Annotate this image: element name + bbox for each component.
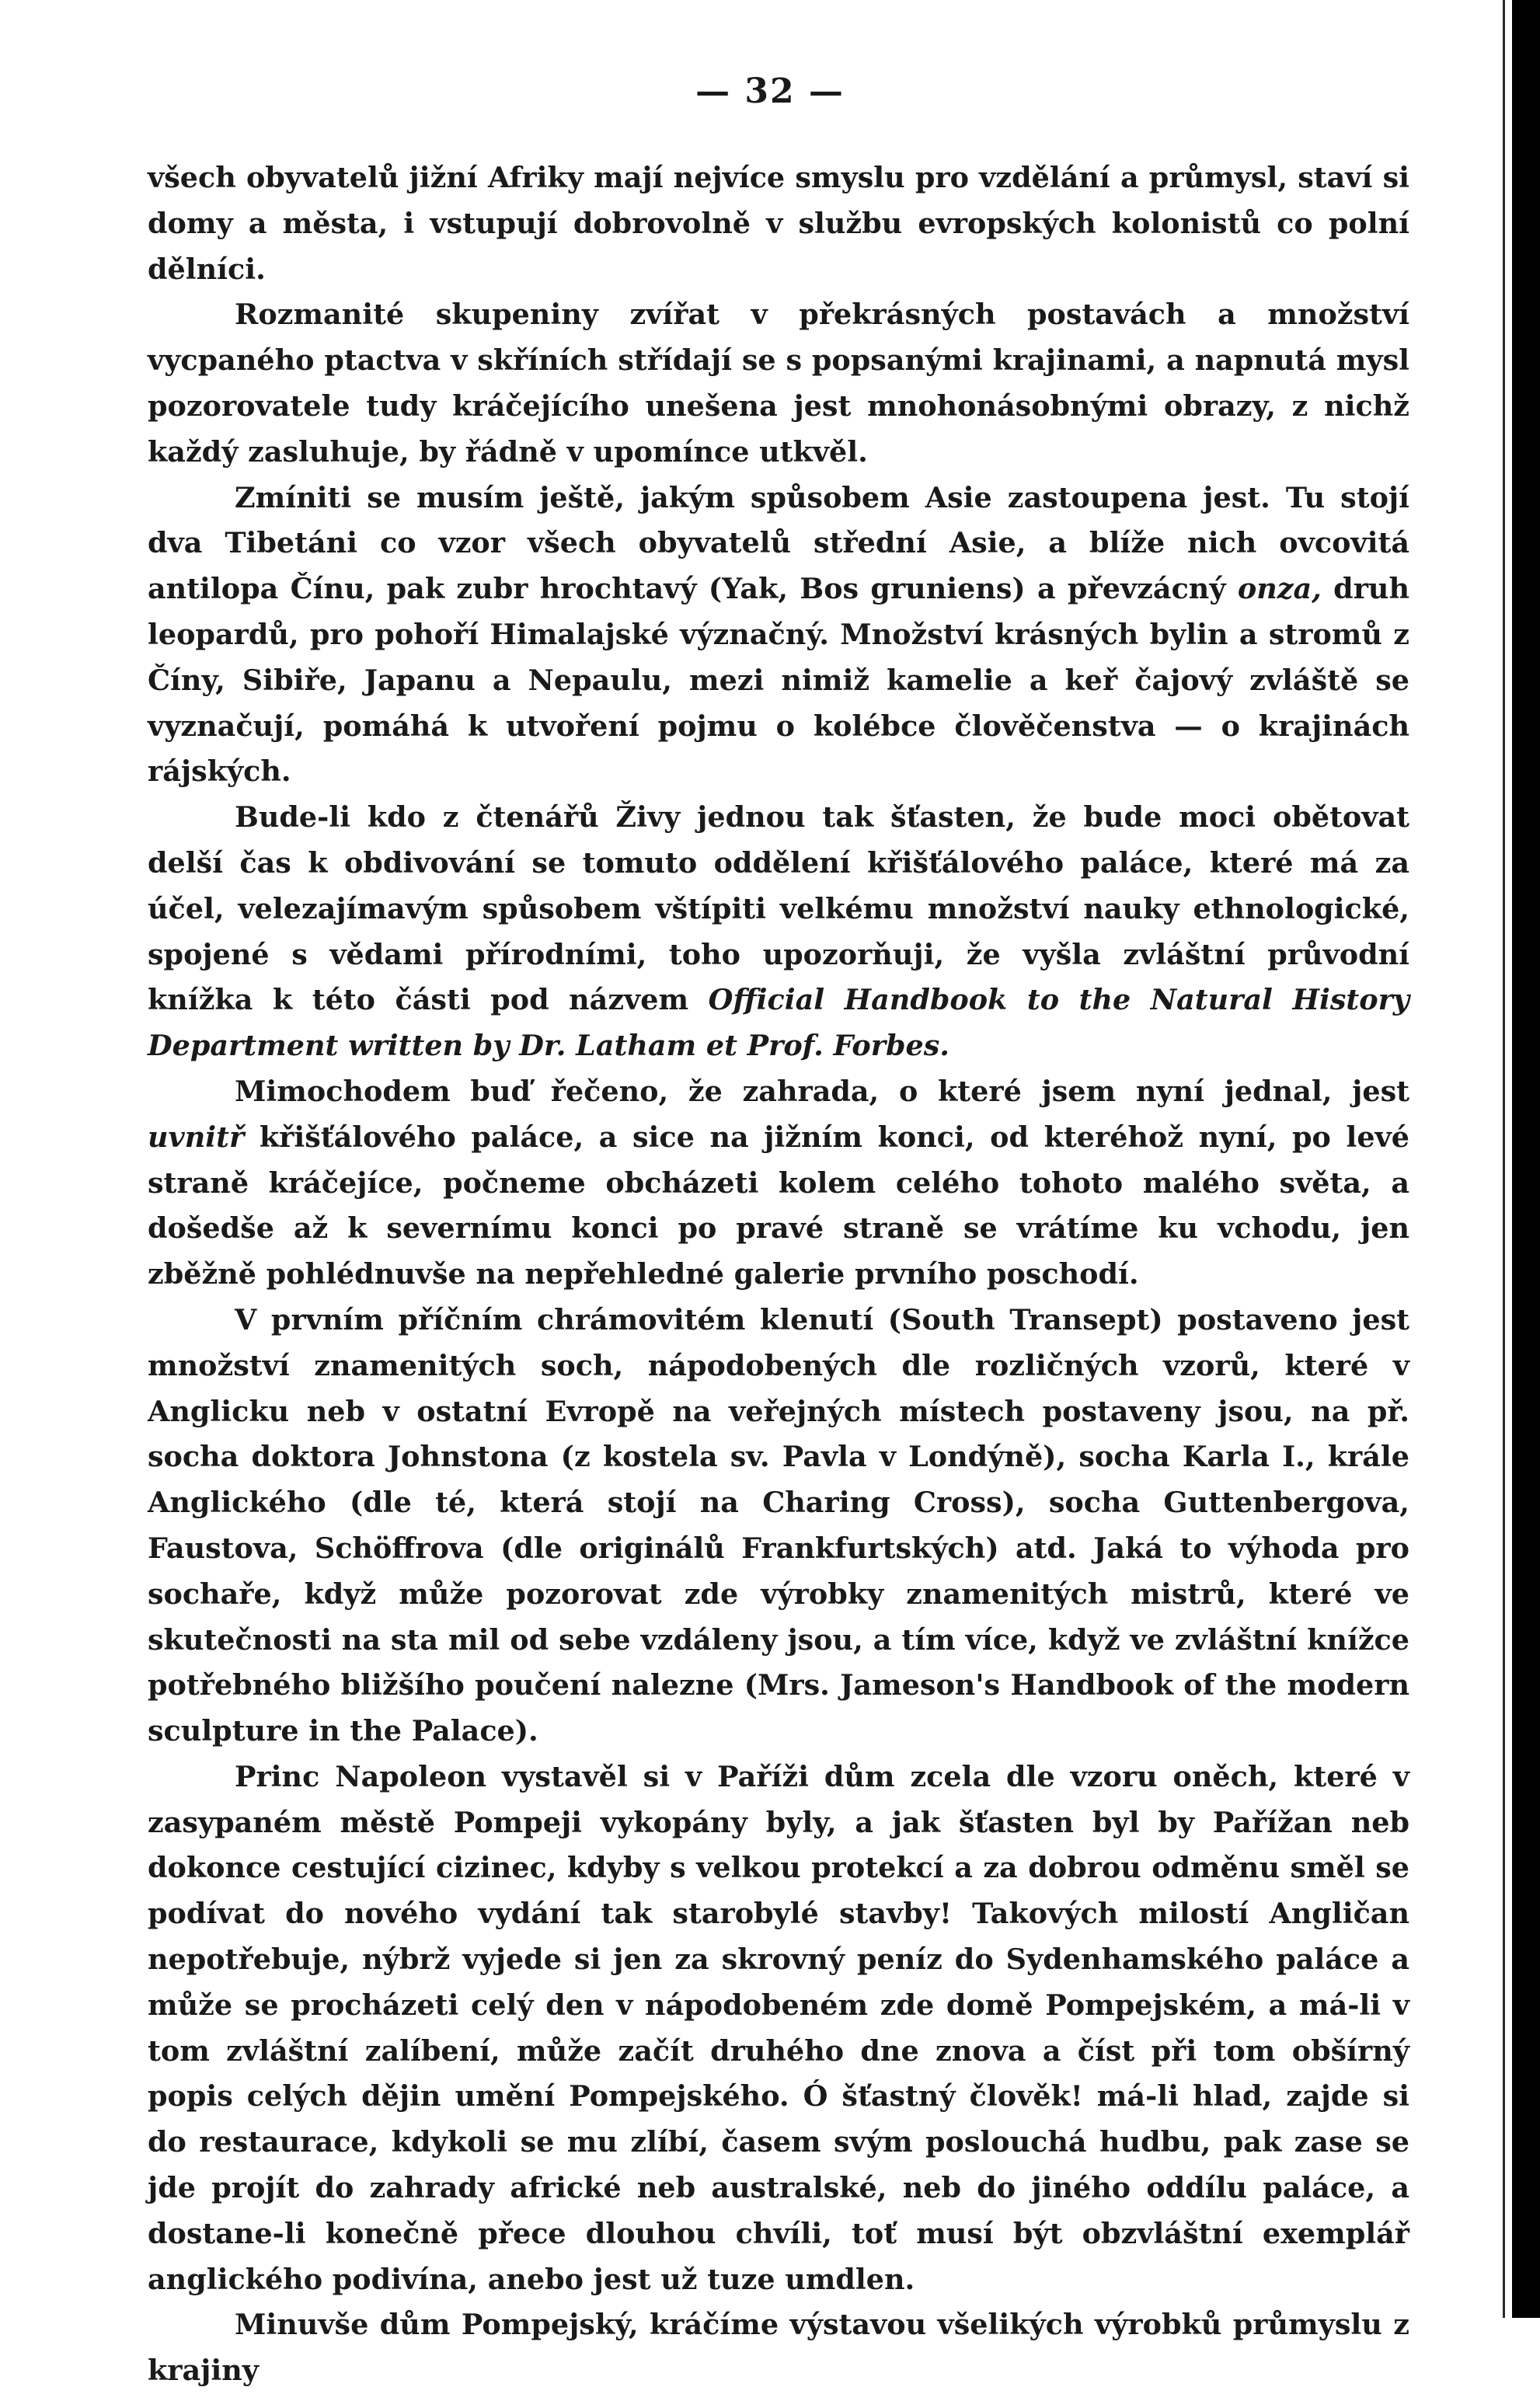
- scan-border-right: [1512, 0, 1540, 2318]
- paragraph-4-italic-title: Official Handbook to the Natural History Department written by Dr. Latham et Prof. Forbes.: [148, 983, 1410, 1063]
- paragraph-5: [148, 1069, 1409, 1298]
- page-number: — 32 —: [695, 71, 845, 111]
- scan-border-line: [1503, 0, 1505, 2318]
- paragraph-3-text-after: druh leopardů, pro pohoří Himalajské význačný. Množství krásných bylin a stromů z Číny, Sibiře, Japanu a Nepaulu, mezi nimiž kamelie a keř čajový zvláště se vyznačují, pomáhá k utvoření pojmu o kolébce člověčenstva — o krajinách rájských.: [148, 572, 1409, 789]
- body-text: [148, 155, 1409, 2394]
- paragraph-3-text-before: Zmíniti se musím ještě, jakým spůsobem Asie zastoupena jest. Tu stojí dva Tibetáni co vzor všech obyvatelů střední Asie, a blíže nich ovcovitá antilopa Čínu, pak zubr hrochtavý (Yak, Bos gruniens) a převzácný: [148, 480, 1409, 606]
- paragraph-5-italic-word: uvnitř: [148, 1120, 245, 1154]
- paragraph-3-italic-term: onza,: [1237, 572, 1322, 606]
- paragraph-2: Rozmanité skupeniny zvířat v překrásných postavách a množství vycpaného ptactva v skříních střídají se s popsanými krajinami, a napnutá mysl pozorovatele tudy kráčejícího unešena jest mnohonásobnými obrazy, z nichž každý zasluhuje, by řádně v upomínce utkvěl.: [148, 298, 1409, 469]
- paragraph-4-text-before: Bude-li kdo z čtenářů Živy jednou tak šťasten, že bude moci obětovat delší čas k obdivování se tomuto oddělení křišťálového paláce, které má za účel, velezajímavým spůsobem vštípiti velkému množství nauky ethnologické, spojené s vědami přírodními, toho upozorňuji, že vyšla zvláštní průvodní knížka k této části pod názvem: [148, 800, 1409, 1017]
- paragraph-1: všech obyvatelů jižní Afriky mají nejvíce smyslu pro vzdělání a průmysl, staví si domy a města, i vstupují dobrovolně v službu evropských kolonistů co polní dělníci.: [148, 161, 1409, 286]
- paragraph-4: [148, 795, 1409, 1069]
- paragraph-5-text-after: křišťálového paláce, a sice na jižním konci, od kteréhož nyní, po levé straně kráčejíce, počneme obcházeti kolem celého tohoto malého světa, a došedše až k severnímu konci po pravé straně se vrátíme ku vchodu, jen zběžně pohlédnuvše na nepřehledné galerie prvního poschodí.: [148, 1120, 1409, 1291]
- paragraph-5-text-before: Mimochodem buď řečeno, že zahrada, o které jsem nyní jednal, jest: [235, 1074, 1409, 1108]
- paragraph-8: Minuvše dům Pompejský, kráčíme výstavou všelikých výrobků průmyslu z krajiny: [148, 2308, 1409, 2388]
- paragraph-7: Princ Napoleon vystavěl si v Paříži dům zcela dle vzoru oněch, které v zasypaném městě Pompeji vykopány byly, a jak šťasten byl by Pařížan neb dokonce cestující cizinec, kdyby s velkou protekcí a za dobrou odměnu směl se podívat do nového vydání tak starobylé stavby! Takových milostí Angličan nepotřebuje, nýbrž vyjede si jen za skrovný peníz do Sydenhamského paláce a může se procházeti celý den v nápodobeném zde domě Pompejském, a má-li v tom zvláštní zalíbení, může začít druhého dne znova a číst při tom obšírný popis celých dějin umění Pompejského. Ó šťastný člověk! má-li hlad, zajde si do restaurace, kdykoli se mu zlíbí, časem svým poslouchá hudbu, pak zase se jde projít do zahrady africké neb australské, neb do jiného oddílu paláce, a dostane-li konečně přece dlouhou chvíli, toť musí být obzvláštní exemplář anglického podivína, anebo jest už tuze umdlen.: [148, 1759, 1409, 2296]
- paragraph-3: [148, 476, 1409, 796]
- paragraph-6: V prvním příčním chrámovitém klenutí (South Transept) postaveno jest množství znamenitých soch, nápodobených dle rozličných vzorů, které v Anglicku neb v ostatní Evropě na veřejných místech postaveny jsou, na př. socha doktora Johnstona (z kostela sv. Pavla v Londýně), socha Karla I., krále Anglického (dle té, která stojí na Charing Cross), socha Guttenbergova, Faustova, Schöffrova (dle originálů Frankfurtských) atd. Jaká to výhoda pro sochaře, když může pozorovat zde výrobky znamenitých mistrů, které ve skutečnosti na sta mil od sebe vzdáleny jsou, a tím více, když ve zvláštní knížce potřebného bližšího poučení nalezne (Mrs. Jameson's Handbook of the modern sculpture in the Palace).: [148, 1302, 1409, 1748]
